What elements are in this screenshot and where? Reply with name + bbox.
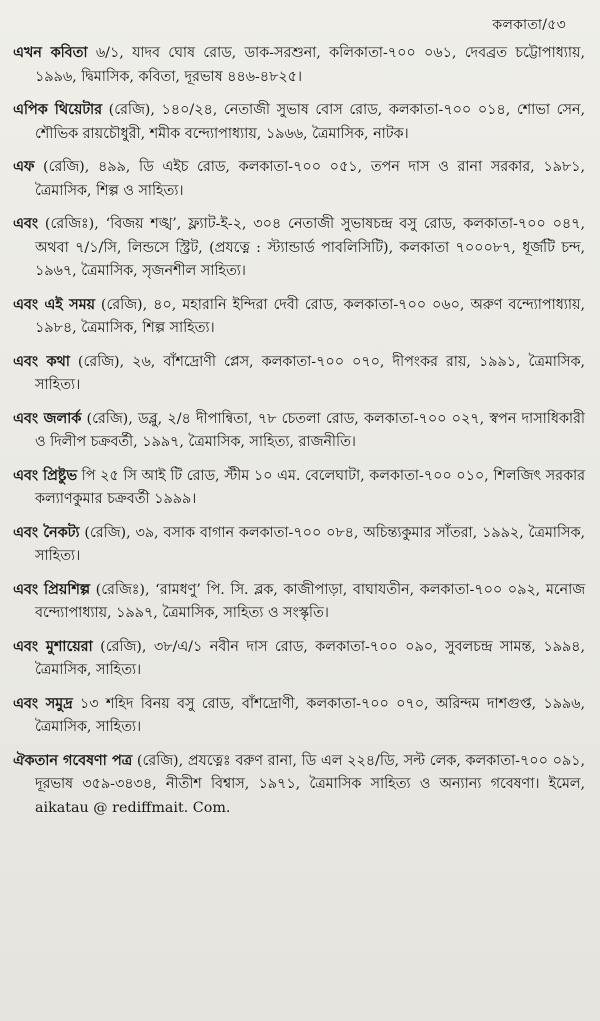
entry-title: এবং এই সময় bbox=[13, 296, 95, 313]
directory-entry bbox=[13, 294, 585, 341]
entry-title: এবং bbox=[13, 216, 38, 232]
entry-title: এখন কবিতা bbox=[13, 45, 88, 61]
directory-entry bbox=[13, 522, 585, 569]
entry-title: এবং মুশায়েরা bbox=[13, 638, 93, 655]
entry-details: (রেজি), প্রযত্নেঃ বরুণ রানা, ডি এল ২২৪/ডি, সল্ট লেক, কলকাতা-৭০০ ০৯১, দূরভাষ ৩৫৯-৩৪৩৪, নীতীশ বিশ্বাস, ১৯৭১, ত্রৈমাসিক সাহিত্য ও অন্যান্য গবেষণা। ইমেল, aikatau @ rediffmait. Com. bbox=[35, 752, 585, 816]
directory-entry bbox=[13, 99, 585, 146]
directory-entries bbox=[13, 42, 585, 830]
directory-entry bbox=[13, 156, 585, 203]
directory-entry bbox=[13, 750, 585, 821]
entry-title: এবং প্রিয়শিল্প bbox=[13, 581, 91, 598]
entry-title: এবং কথা bbox=[13, 353, 70, 370]
directory-entry bbox=[13, 42, 585, 89]
directory-entry bbox=[13, 636, 585, 683]
entry-title: এবং প্রিষ্টুভ bbox=[13, 467, 78, 484]
entry-details: (রেজি), ৪৯৯, ডি এইচ রোড, কলকাতা-৭০০ ০৫১, তপন দাস ও রানা সরকার, ১৯৮১, ত্রৈমাসিক, শিল্প ও সাহিত্য। bbox=[34, 159, 585, 199]
entry-title: এবং জলার্ক bbox=[13, 410, 82, 427]
entry-title: এফ bbox=[13, 159, 35, 175]
directory-entry bbox=[13, 408, 585, 455]
entry-details: (রেজি), ৪০, মহারানি ইন্দিরা দেবী রোড, কলকাতা-৭০০ ০৬০, অরুণ বন্দ্যোপাধ্যায়, ১৯৮৪, ত্রৈমাসিক, শিল্প সাহিত্য। bbox=[35, 296, 585, 336]
entry-details: (রেজি), ডব্লু, ২/৪ দীপান্বিতা, ৭৮ চেতলা রোড, কলকাতা-৭০০ ০২৭, স্বপন দাসাধিকারী ও দিলীপ চক্রবর্তী, ১৯৯৭, ত্রৈমাসিক, সাহিত্য, রাজনীতি। bbox=[35, 410, 585, 450]
entry-title: এবং সমুদ্র bbox=[13, 695, 73, 712]
entry-details: ৬/১, যাদব ঘোষ রোড, ডাক-সরশুনা, কলিকাতা-৭০০ ০৬১, দেবব্রত চট্টোপাধ্যায়, ১৯৯৬, দ্বিমাসিক, কবিতা, দূরভাষ ৪৪৬-৪৮২৫। bbox=[35, 45, 586, 85]
entry-details: (রেজি), ৩৮/এ/১ নবীন দাস রোড, কলকাতা-৭০০ ০৯০, সুবলচন্দ্র সামন্ত, ১৯৯৪, ত্রৈমাসিক, সাহিত্য। bbox=[35, 638, 585, 678]
directory-entry bbox=[13, 351, 585, 398]
entry-details: ১৩ শহিদ বিনয় বসু রোড, বাঁশদ্রোণী, কলকাতা-৭০০ ০৭০, অরিন্দম দাশগুপ্ত, ১৯৯৬, ত্রৈমাসিক, সাহিত্য। bbox=[35, 695, 585, 735]
directory-entry bbox=[13, 693, 585, 740]
directory-entry bbox=[13, 465, 585, 512]
entry-details: (রেজি), ৩৯, বসাক বাগান কলকাতা-৭০০ ০৮৪, অচিন্ত্যকুমার সাঁতরা, ১৯৯২, ত্রৈমাসিক, সাহিত্য। bbox=[35, 524, 586, 564]
entry-details: (রেজি), ১৪০/২৪, নেতাজী সুভাষ বোস রোড, কলকাতা-৭০০ ০১৪, শোভা সেন, শৌভিক রায়চৌধুরী, শমীক বন্দ্যোপাধ্যায়, ১৯৬৬, ত্রৈমাসিক, নাটক। bbox=[35, 102, 586, 142]
entry-title: এপিক থিয়েটার bbox=[13, 102, 103, 118]
entry-details: (রেজিঃ), ‘বিজয় শঙ্খ’, ফ্ল্যাট-ই-২, ৩০৪ নেতাজী সুভাষচন্দ্র বসু রোড, কলকাতা-৭০০ ০৪৭, অথবা ৭/১/সি, লিন্ডসে স্ট্রিট, (প্রযত্নে : স্ট্যান্ডার্ড পাবলিসিটি), কলকাতা ৭০০০৮৭, ধূর্জটি চন্দ, ১৯৬৭, ত্রৈমাসিক, সৃজনশীল সাহিত্য। bbox=[35, 216, 585, 279]
directory-entry bbox=[13, 579, 585, 626]
page-header: কলকাতা/৫৩ bbox=[492, 17, 566, 33]
entry-details: পি ২৫ সি আই টি রোড, স্টীম ১০ এম. বেলেঘাটা, কলকাতা-৭০০ ০১০, শিলজিৎ সরকার কল্যাণকুমার চক্রবর্তী ১৯৯৯। bbox=[35, 467, 585, 507]
entry-title: এবং নৈকট্য bbox=[13, 524, 80, 541]
entry-details: (রেজি), ২৬, বাঁশদ্রোণী প্লেস, কলকাতা-৭০০ ০৭০, দীপংকর রায়, ১৯৯১, ত্রৈমাসিক, সাহিত্য। bbox=[35, 353, 585, 393]
directory-entry bbox=[13, 213, 585, 284]
entry-details: (রেজিঃ), ‘রামধণু’ পি. সি. ব্লক, কাজীপাড়া, বাঘাযতীন, কলকাতা-৭০০ ০৯২, মনোজ বন্দ্যোপাধ্যায়, ১৯৯৭, ত্রৈমাসিক, সাহিত্য ও সংস্কৃতি। bbox=[35, 581, 586, 621]
entry-title: ঐকতান গবেষণা পত্র bbox=[13, 752, 133, 769]
